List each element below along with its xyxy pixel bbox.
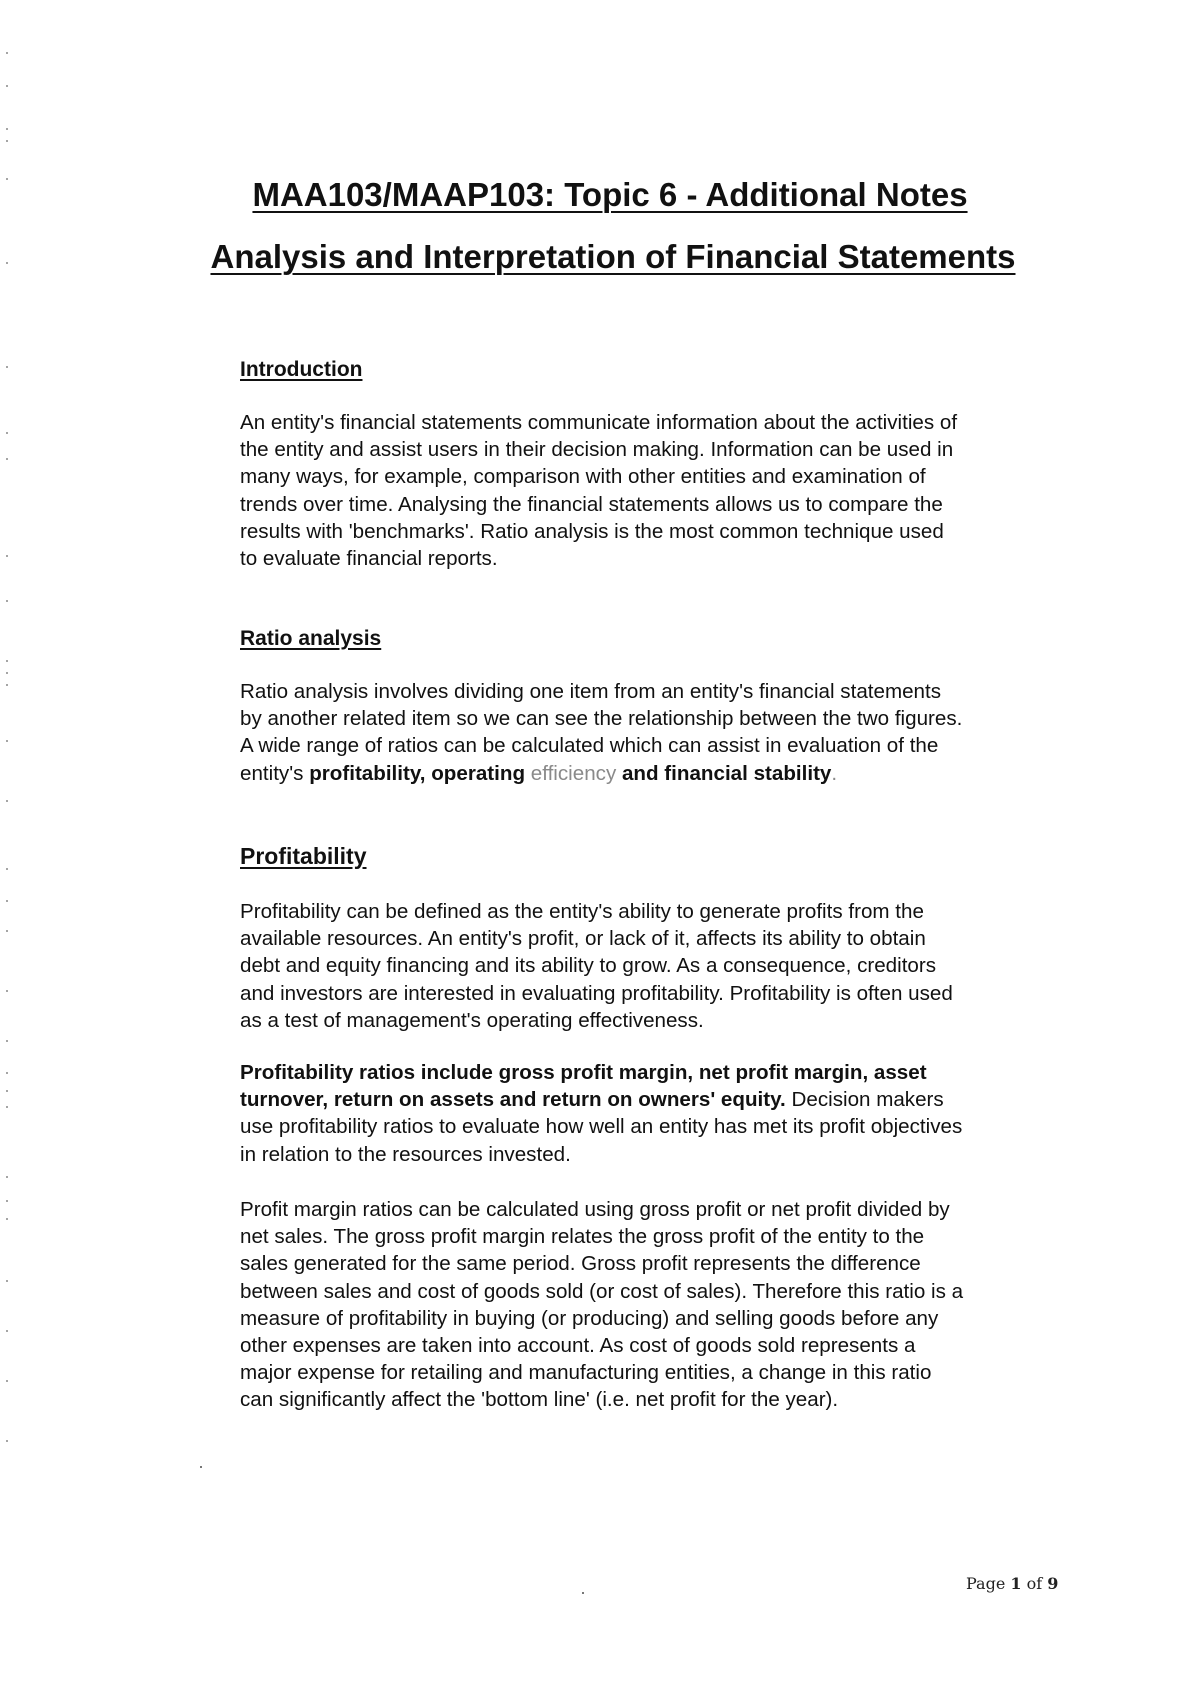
text-line: An entity's financial statements communicate information about the activities of <box>240 411 958 434</box>
faint-fragment: efficiency <box>530 761 617 785</box>
bold-fragment: turnover, return on assets and return on owners' equity. <box>240 1088 786 1112</box>
text-line: measure of profitability in buying (or producing) and selling goods before any <box>240 1306 939 1330</box>
text-line: can significantly affect the 'bottom line' (i.e. net profit for the year). <box>240 1388 839 1412</box>
heading-ratio-analysis: Ratio analysis <box>240 627 382 650</box>
paragraph-ratio-analysis <box>240 678 1070 787</box>
page-label: Page <box>966 1574 1011 1593</box>
text-line: Profit margin ratios can be calculated using gross profit or net profit divided by <box>240 1198 950 1221</box>
page-current: 1 <box>1010 1574 1022 1593</box>
paragraph-introduction <box>240 409 1070 572</box>
heading-profitability: Profitability <box>240 843 367 869</box>
text-line: Ratio analysis involves dividing one item from an entity's financial statements <box>240 680 942 703</box>
text-line: the entity and assist users in their decision making. Information can be used in <box>240 438 954 462</box>
text-fragment: entity's <box>240 761 310 785</box>
scan-speck <box>582 1592 584 1594</box>
heading-introduction: Introduction <box>240 358 363 381</box>
text-fragment: Decision makers <box>785 1088 944 1112</box>
text-line-mixed <box>240 1086 1070 1113</box>
document-subtitle: Analysis and Interpretation of Financial Statements <box>210 238 1016 275</box>
text-line: Profitability can be defined as the entity's ability to generate profits from the <box>240 900 924 923</box>
text-line: and investors are interested in evaluating profitability. Profitability is often used <box>240 981 953 1005</box>
text-line: in relation to the resources invested. <box>240 1142 571 1166</box>
text-line: other expenses are taken into account. As cost of goods sold represents a <box>240 1334 916 1358</box>
text-line: use profitability ratios to evaluate how well an entity has met its profit objectives <box>240 1115 963 1139</box>
text-line: many ways, for example, comparison with other entities and examination of <box>240 465 926 489</box>
text-line: as a test of management's operating effectiveness. <box>240 1008 704 1032</box>
text-line: A wide range of ratios can be calculated which can assist in evaluation of the <box>240 734 939 758</box>
text-line: sales generated for the same period. Gross profit represents the difference <box>240 1252 921 1276</box>
bold-fragment: profitability, operating <box>309 761 531 785</box>
page-total: 9 <box>1047 1574 1059 1593</box>
bold-fragment: and financial stability <box>616 761 832 785</box>
text-line: available resources. An entity's profit, or lack of it, affects its ability to obtain <box>240 927 926 951</box>
document-title: MAA103/MAAP103: Topic 6 - Additional Notes <box>252 176 968 213</box>
text-fragment: . <box>831 761 838 785</box>
paragraph-profitability-2 <box>240 1059 1070 1168</box>
text-line: between sales and cost of goods sold (or cost of sales). Therefore this ratio is a <box>240 1279 964 1303</box>
text-line: debt and equity financing and its ability to grow. As a consequence, creditors <box>240 954 937 978</box>
text-line: trends over time. Analysing the financial statements allows us to compare the <box>240 492 943 516</box>
text-line: to evaluate financial reports. <box>240 547 498 571</box>
paragraph-profitability-3 <box>240 1196 1070 1414</box>
text-line: by another related item so we can see the relationship between the two figures. <box>240 707 963 731</box>
text-line: results with 'benchmarks'. Ratio analysis is the most common technique used <box>240 519 944 543</box>
scan-speck <box>200 1466 202 1468</box>
text-line: net sales. The gross profit margin relates the gross profit of the entity to the <box>240 1225 925 1249</box>
text-line: major expense for retailing and manufacturing entities, a change in this ratio <box>240 1361 932 1385</box>
bold-text-line: Profitability ratios include gross profit margin, net profit margin, asset <box>240 1061 927 1084</box>
page-number <box>966 1574 1058 1593</box>
page-of: of <box>1021 1574 1048 1593</box>
text-line-mixed <box>240 760 1070 787</box>
paragraph-profitability-1 <box>240 898 1070 1034</box>
